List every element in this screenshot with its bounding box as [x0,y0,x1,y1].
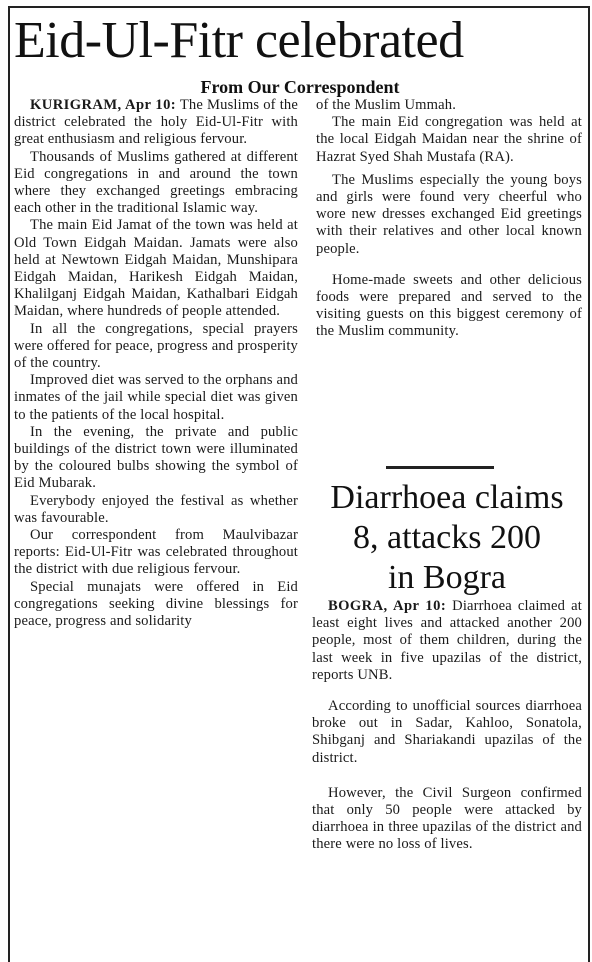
headline-line: in Bogra [387,559,507,596]
second-article-body [312,598,582,962]
lead-paragraph [312,598,582,684]
body-paragraph: The main Eid Jamat of the town was held at Old Town Eidgah Maidan. Jamats were also held at Newtown Eidgah Maidan, Munshipara Eidgah Maidan, Harikesh Eidgah Maidan, Khalilganj Eidgah Maidan, Kathalbari Eidgah Maidan, where hundreds of people attended. [14,217,298,320]
body-paragraph: The main Eid congregation was held at the local Eidgah Maidan near the shrine of Hazrat Syed Shah Mustafa (RA). [316,114,582,165]
second-article-headline [312,478,582,596]
article-left-column [14,97,298,962]
body-paragraph: Everybody enjoyed the festival as whether was favourable. [14,492,298,526]
second-article-dateline: BOGRA, Apr 10: [328,598,447,614]
body-paragraph: In all the congregations, special prayers were offered for peace, progress and prosperity of the country. [14,320,298,372]
headline-line: Diarrhoea claims [330,479,564,516]
headline-line: 8, attacks 200 [353,519,541,556]
article-headline: Eid-Ul-Fitr celebrated [14,12,464,69]
right-border-rule [588,6,590,962]
left-border-rule [8,6,10,962]
body-paragraph: In the evening, the private and public buildings of the district town were illuminated by the coloured bulbs showing the symbol of Eid Mubarak. [14,423,298,492]
body-paragraph: Home-made sweets and other delicious foods were prepared and served to the visiting guests on this biggest ceremony of the Muslim community. [316,271,582,340]
body-paragraph: of the Muslim Ummah. [316,97,457,113]
article-right-column [316,97,582,457]
body-paragraph: Improved diet was served to the orphans and inmates of the jail while special diet was given to the patients of the local hospital. [14,372,298,423]
body-paragraph: However, the Civil Surgeon confirmed that only 50 people were attacked by diarrhoea in three upazilas of the district and there were no loss of lives. [312,784,582,853]
body-paragraph: Special munajats were offered in Eid congregations seeking divine blessings for peace, progress and solidarity [14,578,298,630]
body-paragraph: Thousands of Muslims gathered at different Eid congregations in and around the town where they exchanged greetings embracing each other in the traditional Islamic way. [14,148,298,217]
lead-paragraph-text: The Muslims of the district celebrated the holy Eid-Ul-Fitr with great enthusiasm and religious fervour. [14,97,298,148]
body-paragraph: Our correspondent from Maulvibazar reports: Eid-Ul-Fitr was celebrated throughout the district with due religious fervour. [14,527,298,578]
body-paragraph: According to unofficial sources diarrhoea broke out in Sadar, Kahloo, Sonatola, Shibganj and Shariakandi upazilas of the district. [312,698,582,766]
article-dateline: KURIGRAM, Apr 10: [30,97,177,113]
lead-paragraph [14,97,298,149]
body-paragraph: The Muslims especially the young boys and girls were found very cheerful who wore new dresses exchanged Eid greetings with their relatives and other local known people. [316,171,582,257]
article-separator [386,466,494,469]
article-byline: From Our Correspondent [200,77,400,97]
lead-paragraph-text: Diarrhoea claimed at least eight lives and attacked another 200 people, most of them children, during the last week in five upazilas of the district, reports UNB. [312,598,582,683]
